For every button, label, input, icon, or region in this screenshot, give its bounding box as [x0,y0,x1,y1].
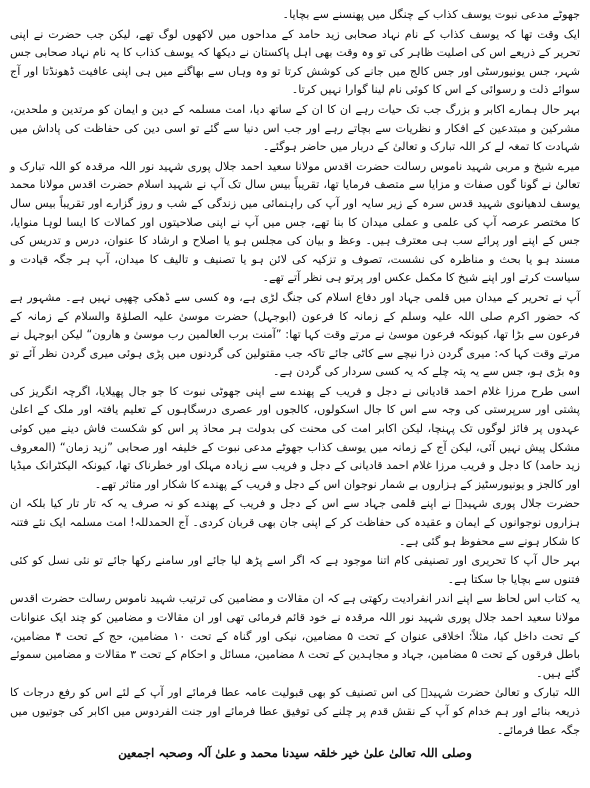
paragraph-7: حضرت جلال پوری شہیدؒ نے اپنے قلمی جہاد سے اس کے دجل و فریب کے پھندے کو نہ صرف یہ کہ تار تار کیا بلکہ ان ہزاروں نوجوانوں کے ایمان و عقیدہ کی حفاظت کر کے اپنی جان بھی قربان کردی۔ آج الحمدللہ! امت مسلمہ ایک نئے فتنہ کا شکار ہونے سے محفوظ ہو گئی ہے۔ [10,497,580,548]
paragraph-8: بہر حال آپ کا تحریری اور تصنیفی کام اتنا موجود ہے کہ اگر اسے پڑھ لیا جائے اور سامنے رکھا جائے تو نئی نسل کو کئی فتنوں سے بچایا جا سکتا ہے۔ [10,554,580,586]
paragraph-4: میرے شیخ و مربی شہید ناموس رسالت حضرت اقدس مولانا سعید احمد جلال پوری شہید نور اللہ مرقدہ کو اللہ تبارک و تعالیٰ نے گونا گوں صفات و مزایا سے متصف فرمایا تھا، تقریباً بیس سال تک آپ نے شہید اسلام حضرت اقدس مولانا محمد یوسف لدھیانوی شہید قدس سرہ کے زیر سایہ اور آپ کی راہنمائی میں زندگی کے شب و روز گزارے اور تقریباً بیس سال کا مختصر عرصہ آپ کی علمی و عملی میدان کا بنا تھے، جس میں آپ نے اپنی صلاحیتوں اور کمالات کا ایسا لوہا منوایا، جس کے اپنے اور پرائے سب ہی معترف ہیں۔ وعظ و بیان کی مجلس ہو یا اصلاح و ارشاد کا عنوان، درس و تدریس کی مسند ہو یا بحث و مناظرہ کی نشست، تصوف و تزکیہ کی لائن ہو یا تصنیف و تالیف کا میدان، آپ ہر جگہ قیادت و سیاست کرتے اور اپنے شیخ کا مکمل عکس اور پرتو ہی نظر آتے تھے۔ [10,159,580,285]
closing-salutation: وصلی اللہ تعالیٰ علیٰ خیر خلقہ سیدنا محمد و علیٰ آلہ وصحبہ اجمعین [118,746,472,761]
paragraph-3: بہر حال ہمارے اکابر و بزرگ جب تک حیات رہے ان کا ان کے ساتھ دیا، امت مسلمہ کے دین و ایمان کو مرتدین و ملحدین، مشرکین و مبتدعین کے افکار و نظریات سے بچاتے رہے اور جب اس دنیا سے گئے تو اسی دین کی حفاظت کی پاداش میں شہادت کا تمغہ لے کر اللہ تبارک و تعالیٰ کے دربار میں حاضر ہوگئے۔ [10,102,580,154]
paragraph-2: ایک وقت تھا کہ یوسف کذاب کے نام نہاد صحابی زید حامد کے مداحوں میں لاکھوں لوگ تھے، لیکن جب حضرت نے اپنی تحریر کے ذریعے اس کی اصلیت ظاہر کی تو وہ وقت بھی اہل پاکستان نے دیکھا کہ یوسف کذاب کا یہ نام نہاد صحابی جس شہر، جس یونیورسٹی اور جس کالج میں جانے کی کوشش کرتا تو وہ وہاں سے بھاگنے میں ہی اپنی عافیت ڈھونڈتا اور آج سوائے ذلت و رسوائی کے اس کا کوئی نام لینا گوارا نہیں کرتا۔ [10,27,580,97]
paragraph-9: یہ کتاب اس لحاظ سے اپنے اندر انفرادیت رکھتی ہے کہ ان مقالات و مضامین کی ترتیب شہید ناموس رسالت حضرت اقدس مولانا سعید احمد جلال پوری شہید نور اللہ مرقدہ نے خود قائم فرمائی تھی اور ان مقالات و مضامین کو چند ایک عنوانات کے تحت داخل کیا، مثلاً: اخلاقی عنوان کے تحت ۵ مضامین، نیکی اور گناہ کے تحت ۱۰ مضامین، حج کے تحت ۴ مضامین، باطل فرقوں کے تحت ۵ مضامین، جہاد و مجاہدین کے تحت ۸ مضامین، مسائل و احکام کے تحت ۳ مقالات و مضامین سموئے گئے ہیں۔ [10,592,581,680]
paragraph-1: جھوٹے مدعی نبوت یوسف کذاب کے چنگل میں پھنسنے سے بچایا۔ [282,8,580,21]
paragraph-10: اللہ تبارک و تعالیٰ حضرت شہیدؒ کی اس تصنیف کو بھی قبولیت عامہ عطا فرمائے اور آپ کے لئے اس کو رفع درجات کا ذریعہ بنائے اور ہم خدام کو آپ کے نقش قدم پر چلنے کی توفیق عطا فرمائے اور جنت الفردوس میں اکابر کی جوتیوں میں جگہ عطا فرمائے۔ [10,686,580,737]
paragraph-6: اسی طرح مرزا غلام احمد قادیانی نے دجل و فریب کے پھندے سے اپنی جھوٹی نبوت کا جو جال پھیلایا، اگرچہ انگریز کی پشتی اور سرپرستی کی وجہ سے اس کا جال اسکولوں، کالجوں اور عصری درسگاہوں کے تعلیم یافتہ اور ملک کے اعلیٰ عہدوں پر فائز لوگوں تک پہنچا، لیکن اکابر امت کی محنت کی بدولت ہر محاذ پر اس کو شکست فاش دینے میں کوئی مشکل پیش نہیں آئی، لیکن آج کے زمانہ میں یوسف کذاب جھوٹے مدعی نبوت کے خلیفہ اور صحابی ”زید زمان“ (المعروف زید حامد) کا دجل و فریب مرزا غلام احمد قادیانی کے دجل و فریب سے زیادہ مہلک اور خطرناک تھا، کیونکہ الیکٹرانک میڈیا اور کالجز و یونیورسٹیز کے ہزاروں بے شمار نوجوان اس کے دجل و فریب کے پھندے کا شکار اور متاثر تھے۔ [10,384,580,491]
paragraph-5: آپ نے تحریر کے میدان میں قلمی جہاد اور دفاع اسلام کی جنگ لڑی ہے، وہ کسی سے ڈھکی چھپی نہیں ہے۔ مشہور ہے کہ حضور اکرم صلی اللہ علیہ وسلم کے زمانہ کا فرعون (ابوجہل) حضرت موسیٰ علیہ الصلوٰۃ والسلام کے زمانہ کے فرعون سے بڑا تھا، کیونکہ فرعون موسیٰ نے مرتے وقت کہا تھا: ”آمنت برب العالمین رب موسیٰ و ھارون“ لیکن ابوجہل نے مرتے وقت کہا کہ: میری گردن ذرا نیچے سے کاٹی جائے تاکہ جب مقتولین کی گردنوں میں پڑی ہوئی میری گردن نظر آئے تو وہ بڑی ہو، جس سے یہ پتہ چلے کہ یہ کسی سردار کی گردن ہے۔ [10,290,580,379]
